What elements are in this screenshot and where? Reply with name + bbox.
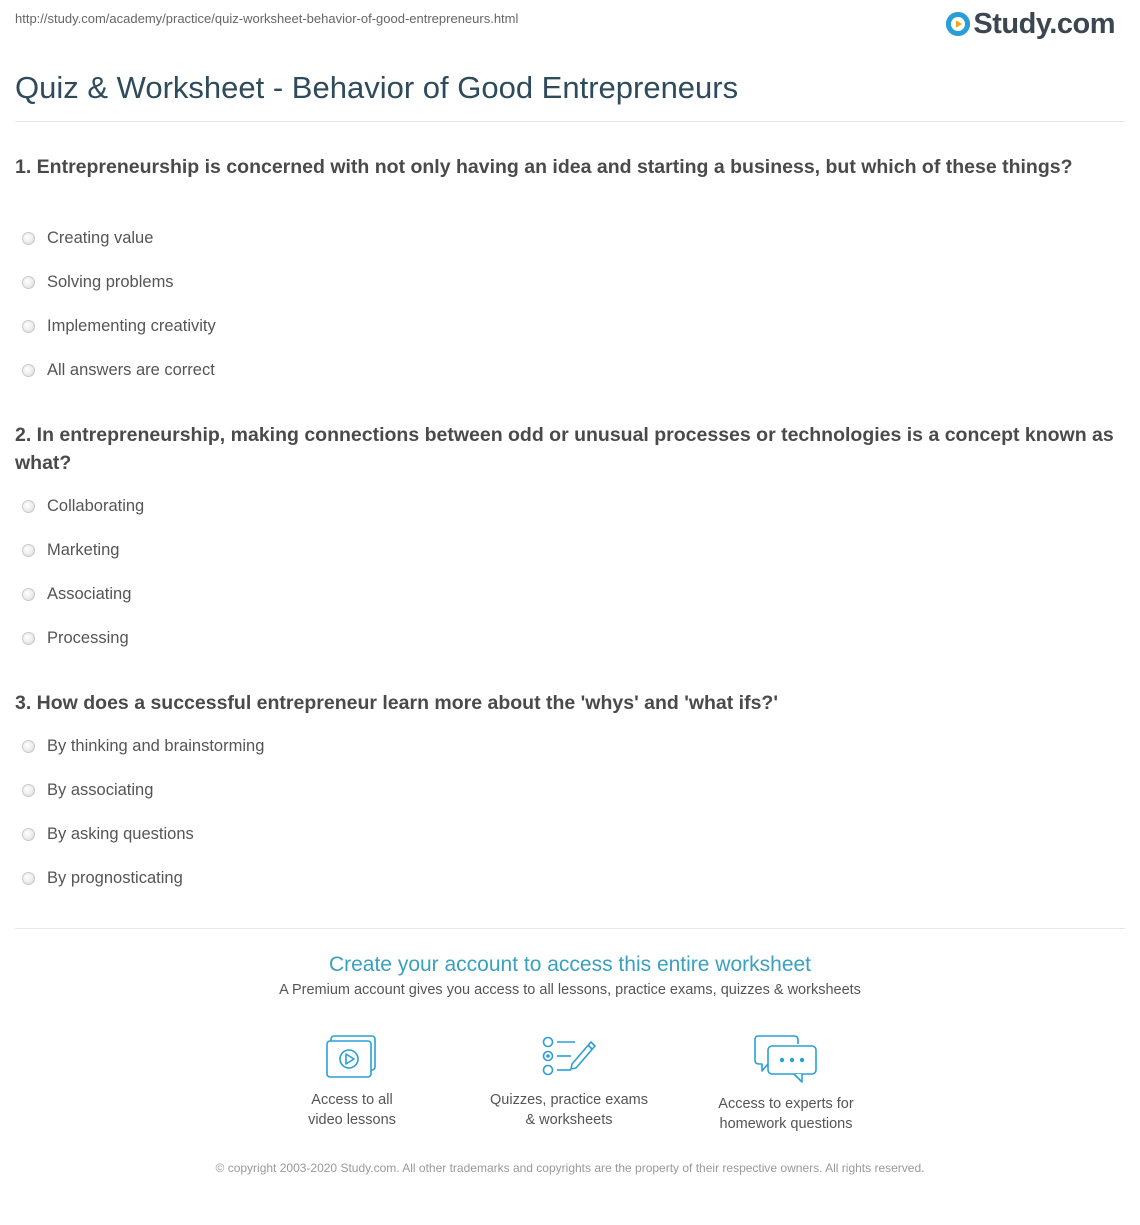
radio-button[interactable]: [22, 276, 35, 289]
feature-text-line: Access to experts for: [718, 1096, 854, 1112]
option-label: By thinking and brainstorming: [47, 736, 265, 755]
question-1: 1. Entrepreneurship is concerned with not only having an idea and starting a business, but which of these things?: [15, 156, 1073, 178]
option-label: Processing: [47, 628, 129, 647]
top-bar: [15, 0, 1125, 50]
q2-option-4[interactable]: [22, 626, 129, 650]
feature-video-lessons: [252, 1034, 452, 1130]
radio-button[interactable]: [22, 320, 35, 333]
radio-button[interactable]: [22, 588, 35, 601]
feature-text-line: homework questions: [719, 1116, 853, 1132]
radio-button[interactable]: [22, 500, 35, 513]
copyright-footer: © copyright 2003-2020 Study.com. All other trademarks and copyrights are the property of their respective owners. All rights reserved.: [215, 1161, 925, 1175]
question-3: 3. How does a successful entrepreneur learn more about the 'whys' and 'what ifs?': [15, 692, 778, 714]
study-logo[interactable]: [946, 8, 1115, 40]
page-url: http://study.com/academy/practice/quiz-worksheet-behavior-of-good-entrepreneurs.html: [15, 11, 519, 26]
q1-option-3[interactable]: [22, 314, 216, 338]
q3-option-2[interactable]: [22, 778, 153, 802]
feature-quizzes: [469, 1034, 669, 1130]
q1-option-1[interactable]: [22, 226, 153, 250]
title-divider: [15, 121, 1125, 122]
q1-option-4[interactable]: [22, 358, 215, 382]
quiz-checklist-icon: [541, 1034, 597, 1080]
option-label: All answers are correct: [47, 360, 215, 379]
feature-experts: [686, 1034, 886, 1134]
option-label: Collaborating: [47, 496, 145, 515]
option-label: By prognosticating: [47, 868, 183, 887]
option-label: Solving problems: [47, 272, 174, 291]
radio-button[interactable]: [22, 740, 35, 753]
option-label: By associating: [47, 780, 154, 799]
option-label: By asking questions: [47, 824, 194, 843]
q2-option-1[interactable]: [22, 494, 144, 518]
option-label: Associating: [47, 584, 132, 603]
q3-option-3[interactable]: [22, 822, 194, 846]
radio-button[interactable]: [22, 544, 35, 557]
q3-option-4[interactable]: [22, 866, 183, 890]
radio-button[interactable]: [22, 364, 35, 377]
feature-text-line: Quizzes, practice exams: [490, 1092, 648, 1108]
option-label: Marketing: [47, 540, 120, 559]
radio-button[interactable]: [22, 784, 35, 797]
q1-option-2[interactable]: [22, 270, 174, 294]
q3-option-1[interactable]: [22, 734, 264, 758]
feature-text-line: & worksheets: [525, 1112, 613, 1128]
question-2: 2. In entrepreneurship, making connections between odd or unusual processes or technologies is a concept known as what?: [15, 424, 1114, 474]
create-account-link[interactable]: Create your account to access this entire worksheet: [328, 953, 812, 976]
logo-text: Study.com: [973, 7, 1115, 40]
q2-option-2[interactable]: [22, 538, 119, 562]
page-title: Quiz & Worksheet - Behavior of Good Entrepreneurs: [15, 70, 739, 105]
cta-subtitle: A Premium account gives you access to all lessons, practice exams, quizzes & worksheets: [279, 982, 861, 998]
feature-text-line: video lessons: [308, 1112, 396, 1128]
radio-button[interactable]: [22, 828, 35, 841]
chat-bubbles-icon: [754, 1034, 818, 1084]
option-label: Creating value: [47, 228, 154, 247]
radio-button[interactable]: [22, 632, 35, 645]
radio-button[interactable]: [22, 872, 35, 885]
q2-option-3[interactable]: [22, 582, 131, 606]
feature-text-line: Access to all: [311, 1092, 393, 1108]
cta-divider: [15, 928, 1125, 929]
radio-button[interactable]: [22, 232, 35, 245]
play-circle-icon: [946, 12, 970, 36]
video-lessons-icon: [325, 1034, 379, 1080]
option-label: Implementing creativity: [47, 316, 216, 335]
